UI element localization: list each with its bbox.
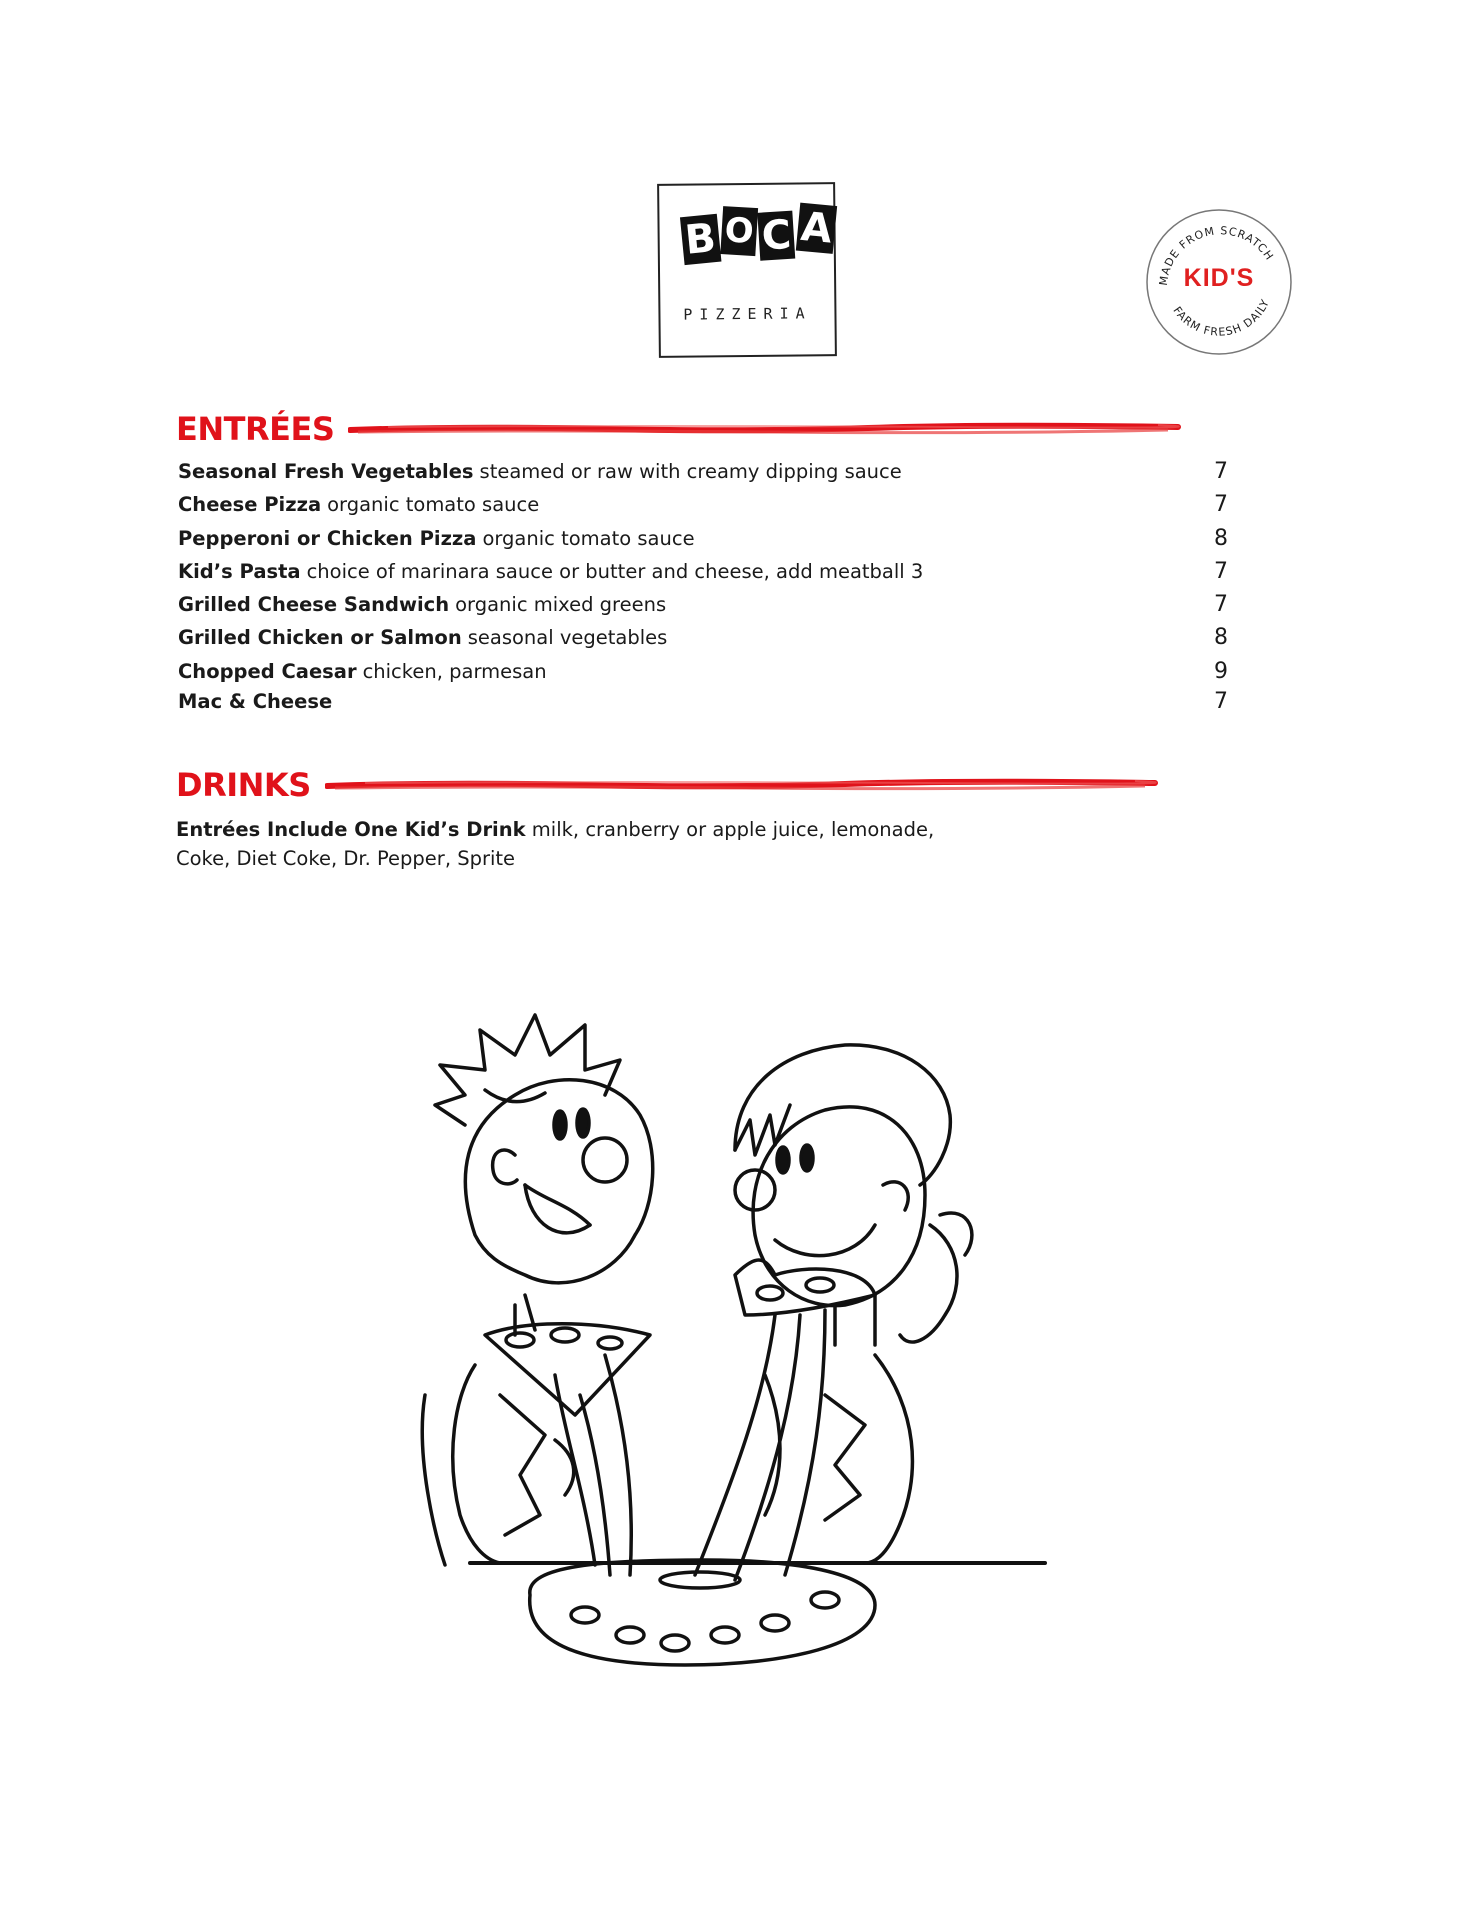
badge-title: KID'S [1183,264,1255,292]
boca-pizzeria-logo [657,182,837,358]
drinks-heading [176,766,1160,804]
item-description: choice of marinara sauce or butter and cheese, add meatball 3 [306,559,924,583]
logo-letter: C [758,211,796,261]
item-price: 7 [1214,592,1228,618]
list-item [178,625,1228,658]
list-item [178,459,1228,492]
logo-wordmark [681,203,834,264]
drinks-title: DRINKS [176,766,311,804]
item-description: chicken, parmesan [362,659,547,683]
item-price: 7 [1214,492,1228,518]
entrees-list [178,459,1228,722]
drinks-lead: Entrées Include One Kid’s Drink [176,818,526,841]
svg-text:FARM FRESH DAILY [1170,297,1272,339]
item-description: seasonal vegetables [467,626,668,650]
item-name: Pepperoni or Chicken Pizza [178,526,477,550]
item-price: 9 [1214,658,1228,684]
red-brush-stroke [348,421,1183,437]
kids-eating-pizza-illustration [405,975,1065,1675]
logo-letter: A [796,203,837,254]
list-item [178,492,1228,525]
item-name: Seasonal Fresh Vegetables [178,460,474,483]
badge-top-text: MADE FROM SCRATCH [1156,224,1277,287]
item-price: 8 [1214,525,1228,551]
kids-badge [1143,206,1295,358]
entrees-title: ENTRÉES [176,410,335,448]
list-item [178,689,1228,722]
list-item [178,559,1228,592]
item-name: Mac & Cheese [178,690,333,714]
item-description: steamed or raw with creamy dipping sauce [479,460,902,483]
list-item [178,659,1228,692]
logo-subtitle: PIZZERIA [683,304,812,324]
item-name: Chopped Caesar [178,659,357,683]
item-price: 7 [1214,459,1228,484]
item-description: organic tomato sauce [327,493,540,517]
item-name: Kid’s Pasta [178,559,301,583]
item-name: Grilled Cheese Sandwich [178,593,450,617]
drinks-line-2: Coke, Diet Coke, Dr. Pepper, Sprite [176,847,516,870]
item-description: organic mixed greens [455,593,667,617]
entrees-heading [176,410,1183,448]
list-item [178,592,1228,625]
drinks-description [176,815,936,873]
item-price: 7 [1214,558,1228,584]
logo-letter: O [720,206,758,256]
drinks-line-1: milk, cranberry or apple juice, lemonade, [531,818,935,841]
item-price: 8 [1214,625,1228,651]
logo-letter: B [680,214,721,265]
list-item [178,526,1228,559]
badge-bottom-text: FARM FRESH DAILY [1170,296,1273,339]
item-description: organic tomato sauce [482,526,695,550]
red-brush-stroke [325,777,1160,793]
item-price: 7 [1214,689,1228,715]
item-name: Cheese Pizza [178,493,322,517]
item-name: Grilled Chicken or Salmon [178,626,462,650]
